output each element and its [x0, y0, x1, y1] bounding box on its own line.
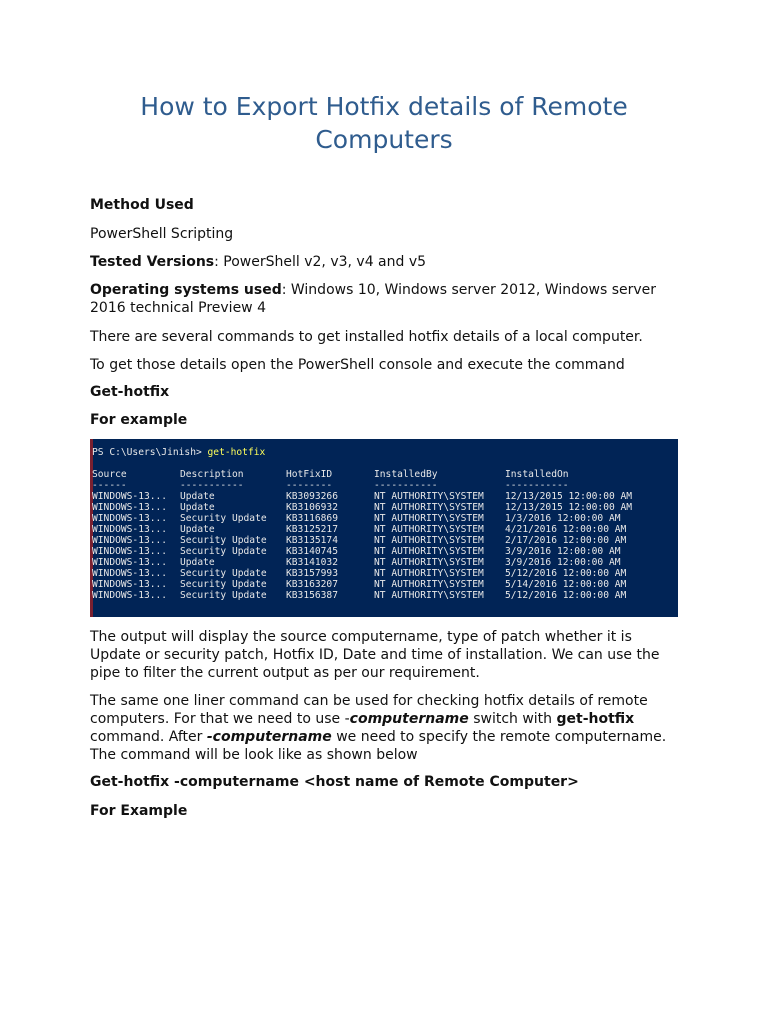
- console-data-row: [92, 557, 632, 568]
- console-underline-row: [92, 480, 632, 491]
- console-cell: InstalledOn: [505, 469, 569, 480]
- console-cell: NT AUTHORITY\SYSTEM: [374, 502, 484, 513]
- console-cell: NT AUTHORITY\SYSTEM: [374, 524, 484, 535]
- console-cell: KB3140745: [286, 546, 338, 557]
- command-remote-syntax: Get-hotfix -computername <host name of Remote Computer>: [90, 774, 579, 790]
- console-cell: WINDOWS-13...: [92, 535, 168, 546]
- console-cell: Security Update: [180, 546, 267, 557]
- console-cell: 4/21/2016 12:00:00 AM: [505, 524, 627, 535]
- console-cell: 5/14/2016 12:00:00 AM: [505, 579, 627, 590]
- console-cell: Security Update: [180, 579, 267, 590]
- intro-paragraph: There are several commands to get installed hotfix details of a local computer.: [90, 329, 643, 345]
- console-cell: NT AUTHORITY\SYSTEM: [374, 546, 484, 557]
- console-cell: KB3106932: [286, 502, 338, 513]
- console-cell: 3/9/2016 12:00:00 AM: [505, 546, 621, 557]
- tested-label: Tested Versions: [90, 254, 215, 270]
- example-heading-2: For Example: [90, 803, 188, 819]
- console-cell: 5/12/2016 12:00:00 AM: [505, 590, 627, 601]
- console-cell: -----------: [505, 480, 569, 491]
- console-cell: KB3156387: [286, 590, 338, 601]
- console-data-row: [92, 524, 632, 535]
- remote-text-e: command. After: [90, 729, 207, 745]
- console-cell: NT AUTHORITY\SYSTEM: [374, 590, 484, 601]
- console-data-row: [92, 546, 632, 557]
- os-label: Operating systems used: [90, 282, 282, 298]
- tested-versions: [90, 253, 680, 271]
- console-cell: Security Update: [180, 513, 267, 524]
- console-cell: NT AUTHORITY\SYSTEM: [374, 557, 484, 568]
- console-cell: WINDOWS-13...: [92, 557, 168, 568]
- console-cell: NT AUTHORITY\SYSTEM: [374, 568, 484, 579]
- document-title: How to Export Hotfix details of Remote Computers: [140, 92, 628, 154]
- command-get-hotfix: Get-hotfix: [90, 384, 170, 400]
- console-command: get-hotfix: [207, 447, 266, 458]
- console-cell: KB3125217: [286, 524, 338, 535]
- console-cell: Update: [180, 502, 215, 513]
- console-cell: HotFixID: [286, 469, 333, 480]
- console-output-table: [92, 469, 632, 601]
- console-cell: Security Update: [180, 535, 267, 546]
- console-cell: -----------: [180, 480, 244, 491]
- console-data-row: [92, 502, 632, 513]
- remote-text-g: we need to specify the remote computername. The command will be look like as shown below: [90, 729, 667, 763]
- console-cell: 12/13/2015 12:00:00 AM: [505, 502, 633, 513]
- console-cell: Update: [180, 524, 215, 535]
- console-cell: WINDOWS-13...: [92, 546, 168, 557]
- console-cell: 2/17/2016 12:00:00 AM: [505, 535, 627, 546]
- console-prompt: PS C:\Users\Jinish>: [92, 447, 208, 458]
- remote-cmd-get-hotfix: get-hotfix: [556, 711, 635, 727]
- os-value: : Windows 10, Windows server 2012, Windows server 2016 technical Preview 4: [90, 282, 657, 316]
- console-cell: --------: [286, 480, 333, 491]
- method-value: PowerShell Scripting: [90, 226, 234, 242]
- console-cell: 3/9/2016 12:00:00 AM: [505, 557, 621, 568]
- console-cell: KB3093266: [286, 491, 338, 502]
- console-cell: WINDOWS-13...: [92, 524, 168, 535]
- example-heading: For example: [90, 412, 188, 428]
- console-cell: NT AUTHORITY\SYSTEM: [374, 579, 484, 590]
- console-cell: Update: [180, 557, 215, 568]
- console-cell: KB3116869: [286, 513, 338, 524]
- console-cell: Security Update: [180, 568, 267, 579]
- console-cell: KB3135174: [286, 535, 338, 546]
- console-cell: InstalledBy: [374, 469, 438, 480]
- remote-text-c: switch with: [468, 711, 557, 727]
- console-cell: NT AUTHORITY\SYSTEM: [374, 535, 484, 546]
- remote-switch-computername-2: -computername: [206, 729, 332, 745]
- console-header-row: [92, 469, 632, 480]
- remote-paragraph: [90, 692, 680, 764]
- console-cell: 12/13/2015 12:00:00 AM: [505, 491, 633, 502]
- console-data-row: [92, 491, 632, 502]
- console-data-row: [92, 513, 632, 524]
- console-cell: WINDOWS-13...: [92, 579, 168, 590]
- output-description-paragraph: The output will display the source computername, type of patch whether it is Update or security patch, Hotfix ID, Date and time of installation. We can use the pipe to filter the current output as per our requirement.: [90, 629, 660, 681]
- instruction-paragraph: To get those details open the PowerShell console and execute the command: [90, 357, 625, 373]
- console-cell: NT AUTHORITY\SYSTEM: [374, 513, 484, 524]
- console-cell: WINDOWS-13...: [92, 513, 168, 524]
- remote-switch-computername: computername: [349, 711, 469, 727]
- tested-value: : PowerShell v2, v3, v4 and v5: [214, 254, 427, 270]
- console-cell: ------: [92, 480, 127, 491]
- console-cell: 1/3/2016 12:00:00 AM: [505, 513, 621, 524]
- console-cell: Update: [180, 491, 215, 502]
- console-cell: Source: [92, 469, 127, 480]
- console-cell: KB3163207: [286, 579, 338, 590]
- console-cell: KB3141032: [286, 557, 338, 568]
- console-data-row: [92, 590, 632, 601]
- console-cell: 5/12/2016 12:00:00 AM: [505, 568, 627, 579]
- operating-systems: [90, 281, 680, 317]
- console-cell: KB3157993: [286, 568, 338, 579]
- console-cell: NT AUTHORITY\SYSTEM: [374, 491, 484, 502]
- console-cell: Security Update: [180, 590, 267, 601]
- console-data-row: [92, 568, 632, 579]
- console-data-row: [92, 579, 632, 590]
- console-prompt-line: [92, 447, 265, 458]
- console-cell: Description: [180, 469, 244, 480]
- remote-text-a: The same one liner command can be used for checking hotfix details of remote computers. For that we need to use -: [90, 693, 648, 727]
- console-cell: WINDOWS-13...: [92, 491, 168, 502]
- console-cell: -----------: [374, 480, 438, 491]
- console-data-row: [92, 535, 632, 546]
- console-cell: WINDOWS-13...: [92, 568, 168, 579]
- powershell-console-screenshot: [90, 439, 678, 617]
- method-heading: Method Used: [90, 197, 194, 213]
- console-cell: WINDOWS-13...: [92, 502, 168, 513]
- console-cell: WINDOWS-13...: [92, 590, 168, 601]
